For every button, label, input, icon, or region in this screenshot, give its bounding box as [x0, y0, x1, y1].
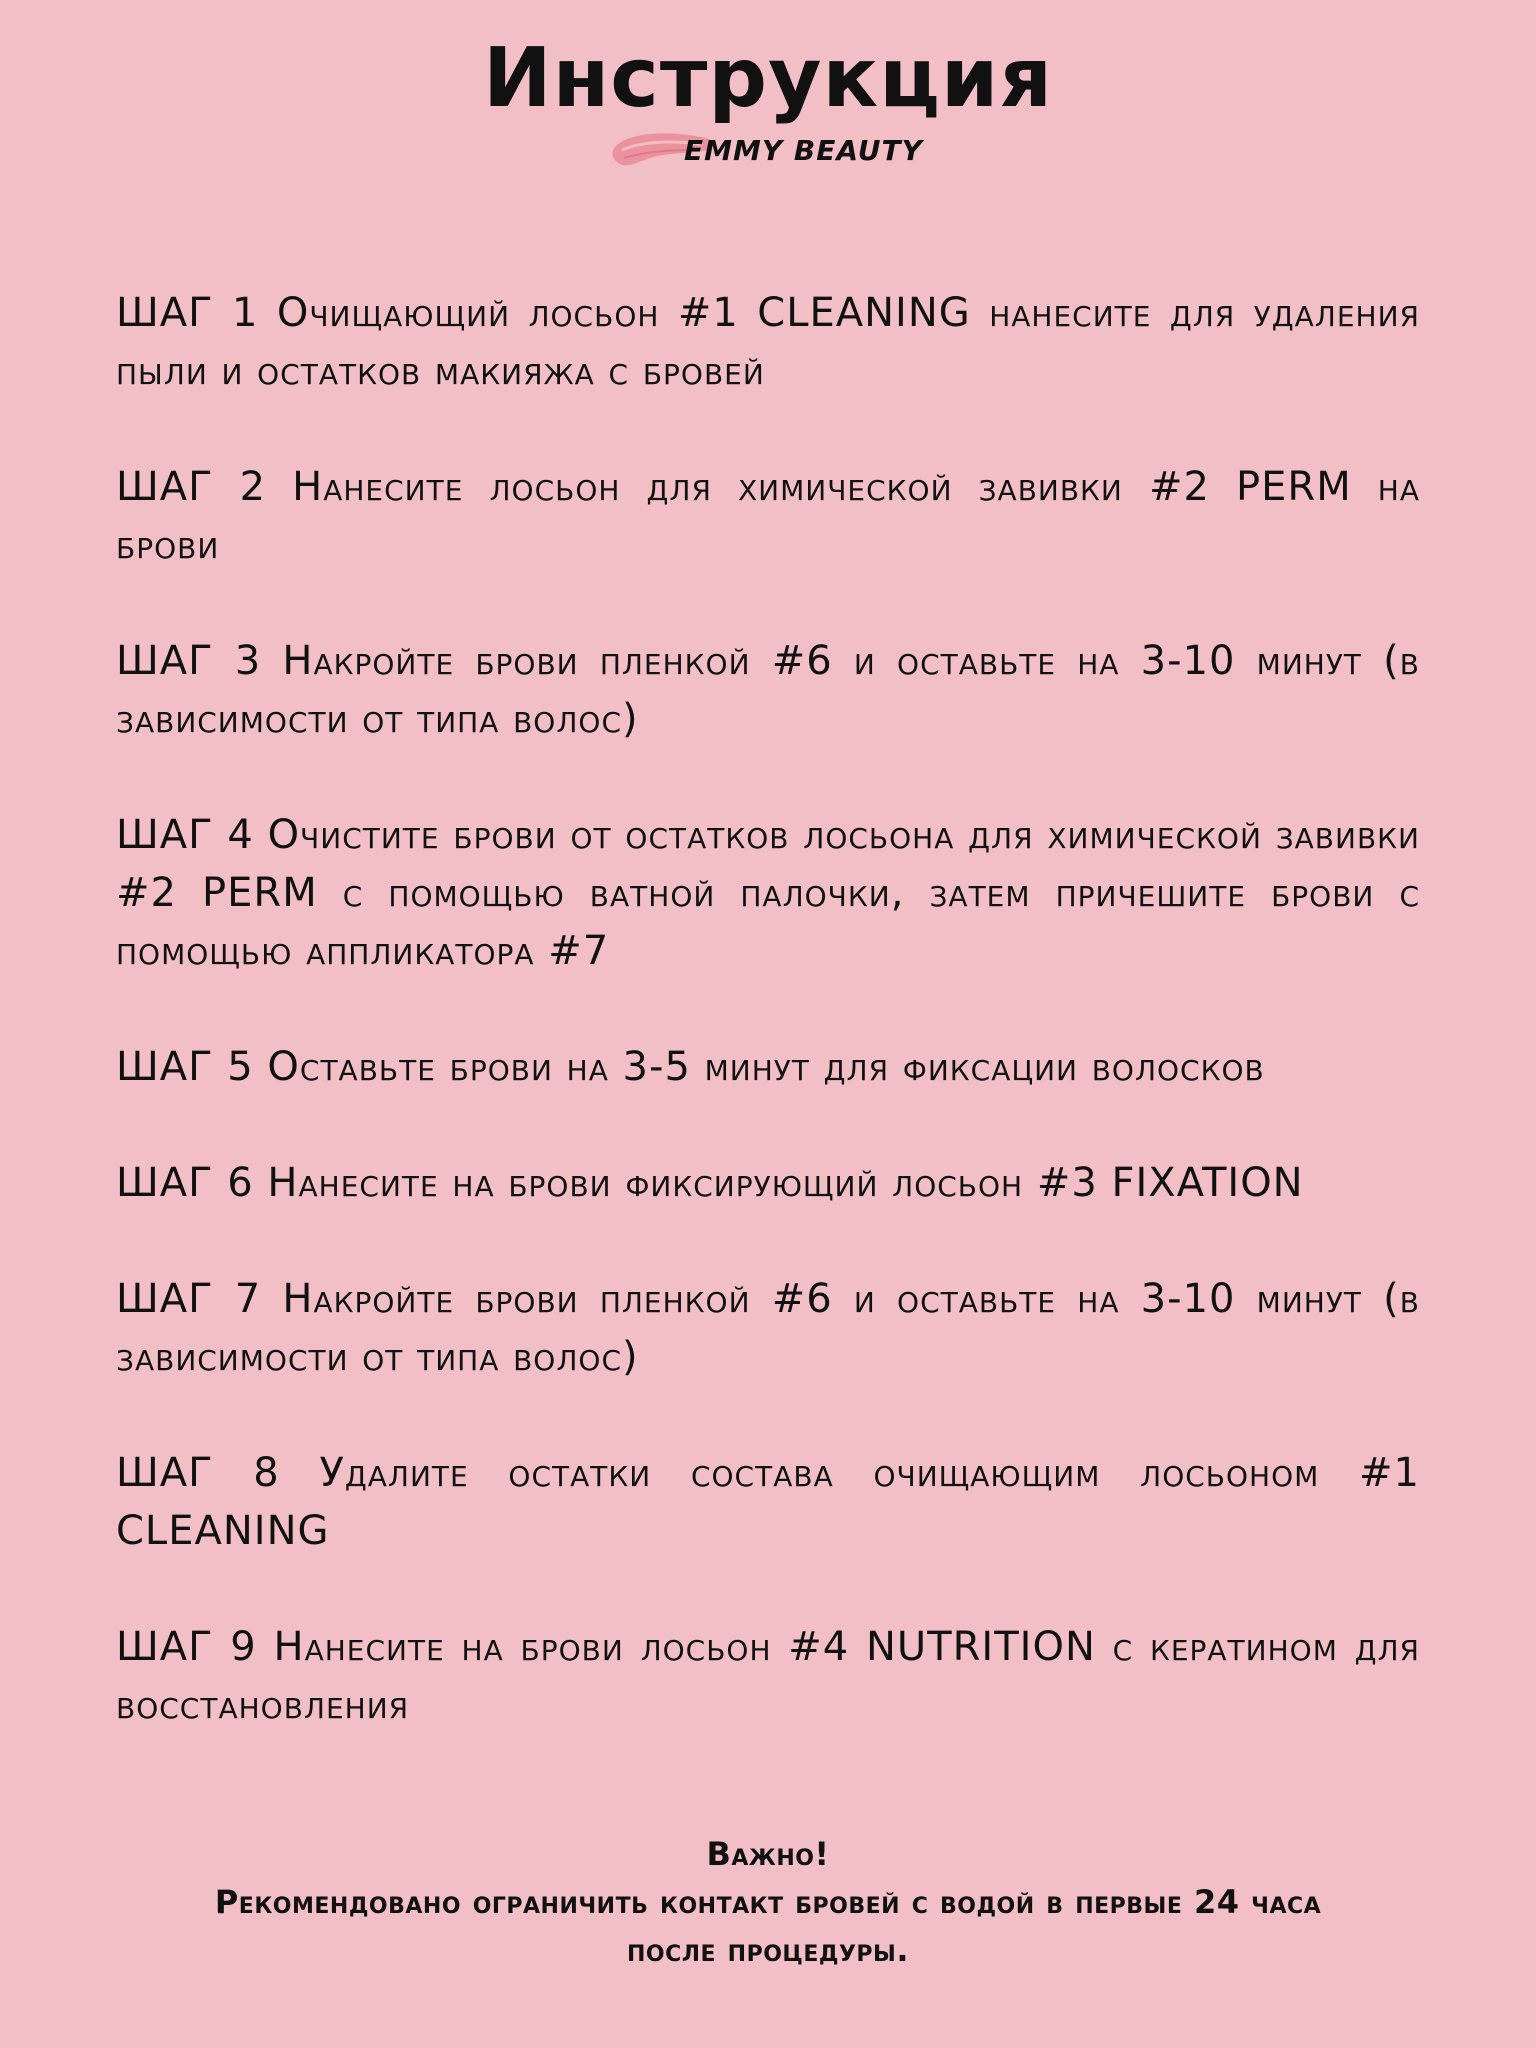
important-line-1: Рекомендовано ограничить контакт бровей с водой в первые 24 часа	[214, 1883, 1322, 1921]
important-heading: Важно!	[706, 1835, 830, 1873]
important-line-2: после процедуры.	[626, 1931, 909, 1969]
step-5: ШАГ 5 Оставьте брови на 3-5 минут для фиксации волосков	[116, 1044, 1265, 1090]
step-2: ШАГ 2 Нанесите лосьон для химической завивки #2 PERM на брови	[116, 464, 1420, 568]
brand-name: EMMY BEAUTY	[684, 134, 923, 167]
instruction-steps	[116, 284, 1420, 1734]
step-3: ШАГ 3 Накройте брови пленкой #6 и оставьте на 3-10 минут (в зависимости от типа волос)	[116, 638, 1420, 742]
step-8: ШАГ 8 Удалите остатки состава очищающим лосьоном #1 CLEANING	[116, 1450, 1420, 1554]
important-note	[0, 1830, 1536, 1974]
step-6: ШАГ 6 Нанесите на брови фиксирующий лосьон #3 FIXATION	[116, 1160, 1304, 1206]
step-1: ШАГ 1 Очищающий лосьон #1 CLEANING нанесите для удаления пыли и остатков макияжа с бровей	[116, 290, 1420, 394]
page-title: Инструкция	[482, 31, 1054, 126]
step-9: ШАГ 9 Нанесите на брови лосьон #4 NUTRITION с кератином для восстановления	[116, 1624, 1420, 1728]
step-4: ШАГ 4 Очистите брови от остатков лосьона для химической завивки #2 PERM с помощью ватной палочки, затем причешите брови с помощью аппликатора #7	[116, 812, 1420, 974]
brand-logo	[610, 124, 923, 180]
step-7: ШАГ 7 Накройте брови пленкой #6 и оставьте на 3-10 минут (в зависимости от типа волос)	[116, 1276, 1420, 1380]
